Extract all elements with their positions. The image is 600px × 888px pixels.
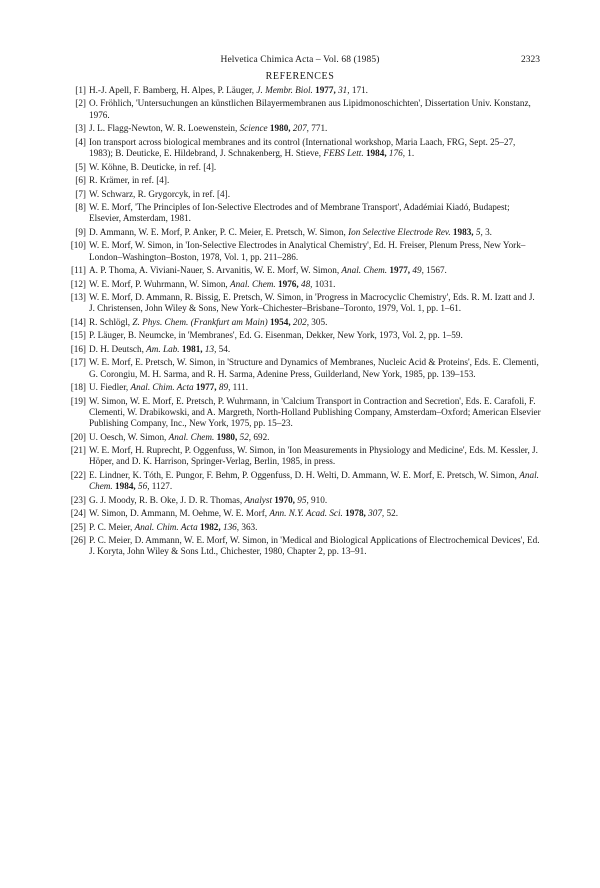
reference-text: O. Fröhlich, 'Untersuchungen an künstlichen Bilayermembranen aus Lipidmonoschichten', Dissertation Univ. Konstanz, 1976.	[89, 98, 531, 120]
reference-item	[63, 535, 541, 558]
reference-text: W. Simon, D. Ammann, M. Oehme, W. E. Morf, Ann. N.Y. Acad. Sci. 1978, 307, 52.	[89, 508, 398, 519]
reference-text: R. Krämer, in ref. [4].	[89, 175, 170, 186]
reference-item	[63, 432, 541, 443]
reference-number: [2]	[75, 98, 86, 109]
reference-number: [17]	[70, 357, 86, 368]
journal-title: Helvetica Chimica Acta – Vol. 68 (1985)	[220, 55, 380, 65]
reference-text: A. P. Thoma, A. Viviani-Nauer, S. Arvanitis, W. E. Morf, W. Simon, Anal. Chem. 1977, 49, 1567.	[89, 265, 447, 276]
reference-number: [19]	[70, 395, 86, 406]
reference-number: [1]	[75, 85, 86, 95]
reference-number: [16]	[70, 343, 86, 354]
reference-text: W. E. Morf, D. Ammann, R. Bissig, E. Pretsch, W. Simon, in 'Progress in Macrocyclic Chemistry', Eds. R. M. Izatt and J. J. Christensen, John Wiley & Sons, New York–Chichester–Brisbane–Toronto, 1979, Vol. 1, pp. 1–61.	[89, 292, 535, 314]
reference-item	[63, 508, 541, 519]
reference-item	[63, 175, 541, 186]
reference-text: W. E. Morf, W. Simon, in 'Ion-Selective Electrodes in Analytical Chemistry', Ed. H. Freiser, Plenum Press, New York–London–Washington–Boston, 1978, Vol. 1, pp. 211–286.	[89, 240, 526, 262]
reference-item	[63, 317, 541, 328]
reference-item	[63, 330, 541, 341]
reference-item	[63, 396, 541, 430]
reference-number: [14]	[70, 316, 86, 327]
reference-number: [5]	[75, 161, 86, 172]
reference-text: U. Oesch, W. Simon, Anal. Chem. 1980, 52, 692.	[89, 431, 270, 442]
reference-text: J. L. Flagg-Newton, W. R. Loewenstein, Science 1980, 207, 771.	[89, 123, 328, 134]
reference-number: [26]	[70, 535, 86, 546]
page-number: 2323	[521, 55, 540, 65]
reference-number: [22]	[70, 469, 86, 480]
reference-list	[63, 85, 541, 560]
reference-number: [13]	[70, 292, 86, 302]
reference-text: W. E. Morf, P. Wuhrmann, W. Simon, Anal. Chem. 1976, 48, 1031.	[89, 278, 336, 289]
reference-number: [18]	[70, 382, 86, 393]
reference-text: R. Schlögl, Z. Phys. Chem. (Frankfurt am Main) 1954, 202, 305.	[89, 316, 328, 327]
reference-item	[63, 279, 541, 290]
reference-text: P. C. Meier, D. Ammann, W. E. Morf, W. Simon, in 'Medical and Biological Applications of Electrochemical Devices', Ed. J. Koryta, John Wiley & Sons Ltd., Chichester, 1980, Chapter 2, pp. 13–91.	[89, 535, 540, 557]
reference-text: P. Läuger, B. Neumcke, in 'Membranes', Ed. G. Eisenman, Dekker, New York, 1973, Vol. 2, pp. 1–59.	[89, 330, 463, 341]
reference-item	[63, 98, 541, 121]
reference-item	[63, 137, 541, 160]
reference-number: [4]	[75, 136, 86, 147]
reference-text: P. C. Meier, Anal. Chim. Acta 1982, 136, 363.	[89, 521, 258, 532]
reference-number: [9]	[75, 226, 86, 237]
reference-text: W. Köhne, B. Deuticke, in ref. [4].	[89, 161, 217, 172]
reference-item	[63, 85, 541, 96]
reference-number: [12]	[70, 278, 86, 289]
reference-text: W. Simon, W. E. Morf, E. Pretsch, P. Wuhrmann, in 'Calcium Transport in Contraction and Secretion', Eds. E. Carafoli, F. Clementi, W. Drabikowski, and A. Margreth, North-Holland Publishing Company, Amsterdam–Oxford; American Elsevier Publishing Company, Inc., New York, 1975, pp. 15–23.	[89, 395, 541, 429]
reference-text: Ion transport across biological membranes and its control (International workshop, Maria Laach, FRG, Sept. 25–27, 1983); B. Deuticke, E. Hildebrand, J. Schnakenberg, H. Stieve, FEBS Lett. 1984, 176, 1.	[89, 136, 516, 159]
reference-item	[63, 292, 541, 315]
reference-number: [3]	[75, 123, 86, 134]
reference-number: [8]	[75, 201, 86, 212]
reference-text: H.-J. Apell, F. Bamberg, H. Alpes, P. Läuger, J. Membr. Biol. 1977, 31, 171.	[89, 85, 368, 95]
reference-item	[63, 240, 541, 263]
reference-item	[63, 445, 541, 468]
reference-number: [10]	[70, 240, 86, 251]
reference-item	[63, 357, 541, 380]
reference-text: D. Ammann, W. E. Morf, P. Anker, P. C. Meier, E. Pretsch, W. Simon, Ion Selective Electrode Rev. 1983, 5, 3.	[89, 226, 492, 237]
reference-item	[63, 162, 541, 173]
reference-item	[63, 202, 541, 225]
reference-number: [15]	[70, 330, 86, 341]
reference-item	[63, 522, 541, 533]
reference-item	[63, 382, 541, 393]
reference-item	[63, 227, 541, 238]
reference-number: [11]	[71, 265, 86, 276]
reference-item	[63, 344, 541, 355]
reference-text: E. Lindner, K. Tóth, E. Pungor, F. Behm, P. Oggenfuss, D. H. Welti, D. Ammann, W. E. Morf, E. Pretsch, W. Simon, Anal. Chem. 1984, 56, 1127.	[89, 469, 539, 492]
reference-text: W. E. Morf, E. Pretsch, W. Simon, in 'Structure and Dynamics of Membranes, Nucleic Acid & Proteins', Eds. E. Clementi, G. Corongiu, M. H. Sarma, and R. H. Sarma, Adenine Press, Guilderland, New York, 1985, pp. 139–153.	[89, 357, 539, 379]
reference-number: [24]	[70, 508, 86, 519]
reference-number: [25]	[70, 521, 86, 532]
reference-number: [20]	[70, 431, 86, 442]
section-title: REFERENCES	[265, 71, 335, 82]
reference-text: W. Schwarz, R. Grygorcyk, in ref. [4].	[89, 188, 231, 199]
reference-item	[63, 265, 541, 276]
reference-item	[63, 495, 541, 506]
reference-number: [23]	[70, 494, 86, 505]
reference-text: U. Fiedler, Anal. Chim. Acta 1977, 89, 111.	[89, 382, 249, 393]
reference-text: W. E. Morf, 'The Principles of Ion-Selective Electrodes and of Membrane Transport', Adadémiai Kiadó, Budapest; Elsevier, Amsterdam, 1981.	[89, 201, 510, 224]
reference-text: G. J. Moody, R. B. Oke, J. D. R. Thomas, Analyst 1970, 95, 910.	[89, 494, 328, 505]
reference-text: W. E. Morf, H. Ruprecht, P. Oggenfuss, W. Simon, in 'Ion Measurements in Physiology and Medicine', Eds. M. Kessler, J. Höper, and D. K. Harrison, Springer-Verlag, Berlin, 1985, in press.	[89, 445, 538, 467]
reference-item	[63, 470, 541, 493]
reference-number: [7]	[75, 188, 86, 199]
reference-item	[63, 189, 541, 200]
reference-number: [6]	[75, 175, 86, 186]
reference-item	[63, 123, 541, 134]
reference-text: D. H. Deutsch, Am. Lab. 1981, 13, 54.	[89, 343, 231, 354]
reference-number: [21]	[70, 445, 86, 456]
running-head	[0, 53, 600, 67]
